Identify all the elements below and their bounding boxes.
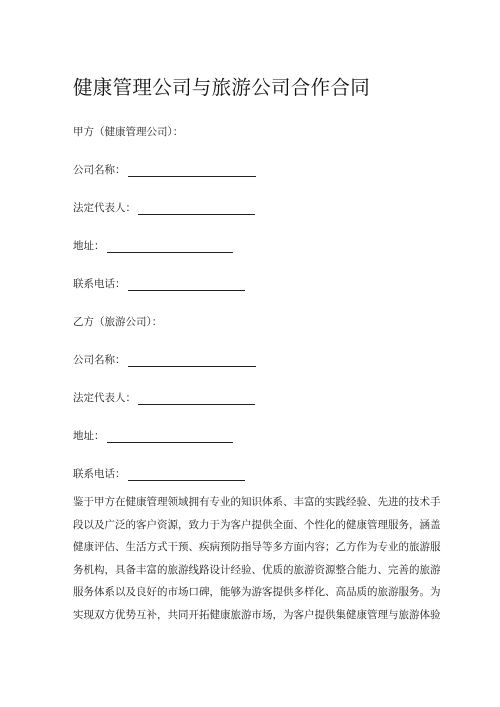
party-a-legal-rep-field [73,201,255,215]
party-b-address-field [73,429,233,443]
paragraph-line: 务机构，具备丰富的旅游线路设计经验、优质的旅游资源整合能力、完善的旅游 [73,563,441,576]
paragraph-line: 实现双方优势互补，共同开拓健康旅游市场，为客户提供集健康管理与旅游体验 [73,608,441,621]
party-b-company-name-field [73,353,256,367]
party-a-address-field [73,239,233,253]
preamble-paragraph [73,491,441,626]
party-a-legal-rep-label: 法定代表人： [73,202,136,214]
party-b-legal-rep-field [73,391,255,405]
paragraph-line: 健康评估、生活方式干预、疾病预防指导等多方面内容；乙方作为专业的旅游服 [73,541,441,553]
document-title: 健康管理公司与旅游公司合作合同 [73,76,371,99]
party-a-address-label: 地址： [73,240,105,252]
party-a-company-name-blank[interactable] [128,165,256,177]
party-a-phone-label: 联系电话： [73,278,126,290]
party-b-phone-field [73,467,245,481]
party-a-phone-field [73,277,245,291]
paragraph-line: 段以及广泛的客户资源，致力于为客户提供全面、个性化的健康管理服务，涵盖 [73,518,441,531]
party-b-heading: 乙方（旅游公司）： [73,316,163,328]
party-a-heading: 甲方（健康管理公司）： [73,126,184,138]
party-a-legal-rep-blank[interactable] [138,203,255,215]
party-b-company-name-blank[interactable] [128,355,256,367]
party-b-address-blank[interactable] [107,431,233,443]
paragraph-line: 服务体系以及良好的市场口碑，能够为游客提供多样化、高品质的旅游服务。为 [73,586,441,598]
party-b-phone-label: 联系电话： [73,468,126,480]
party-b-legal-rep-label: 法定代表人： [73,392,136,404]
paragraph-line: 鉴于甲方在健康管理领域拥有专业的知识体系、丰富的实践经验、先进的技术手 [73,496,441,508]
party-a-company-name-field [73,163,256,177]
party-b-company-name-label: 公司名称： [73,354,126,366]
party-b-phone-blank[interactable] [128,469,245,481]
party-b-legal-rep-blank[interactable] [138,393,255,405]
party-b-address-label: 地址： [73,430,105,442]
party-a-address-blank[interactable] [107,241,233,253]
party-a-phone-blank[interactable] [128,279,245,291]
party-a-company-name-label: 公司名称： [73,164,126,176]
